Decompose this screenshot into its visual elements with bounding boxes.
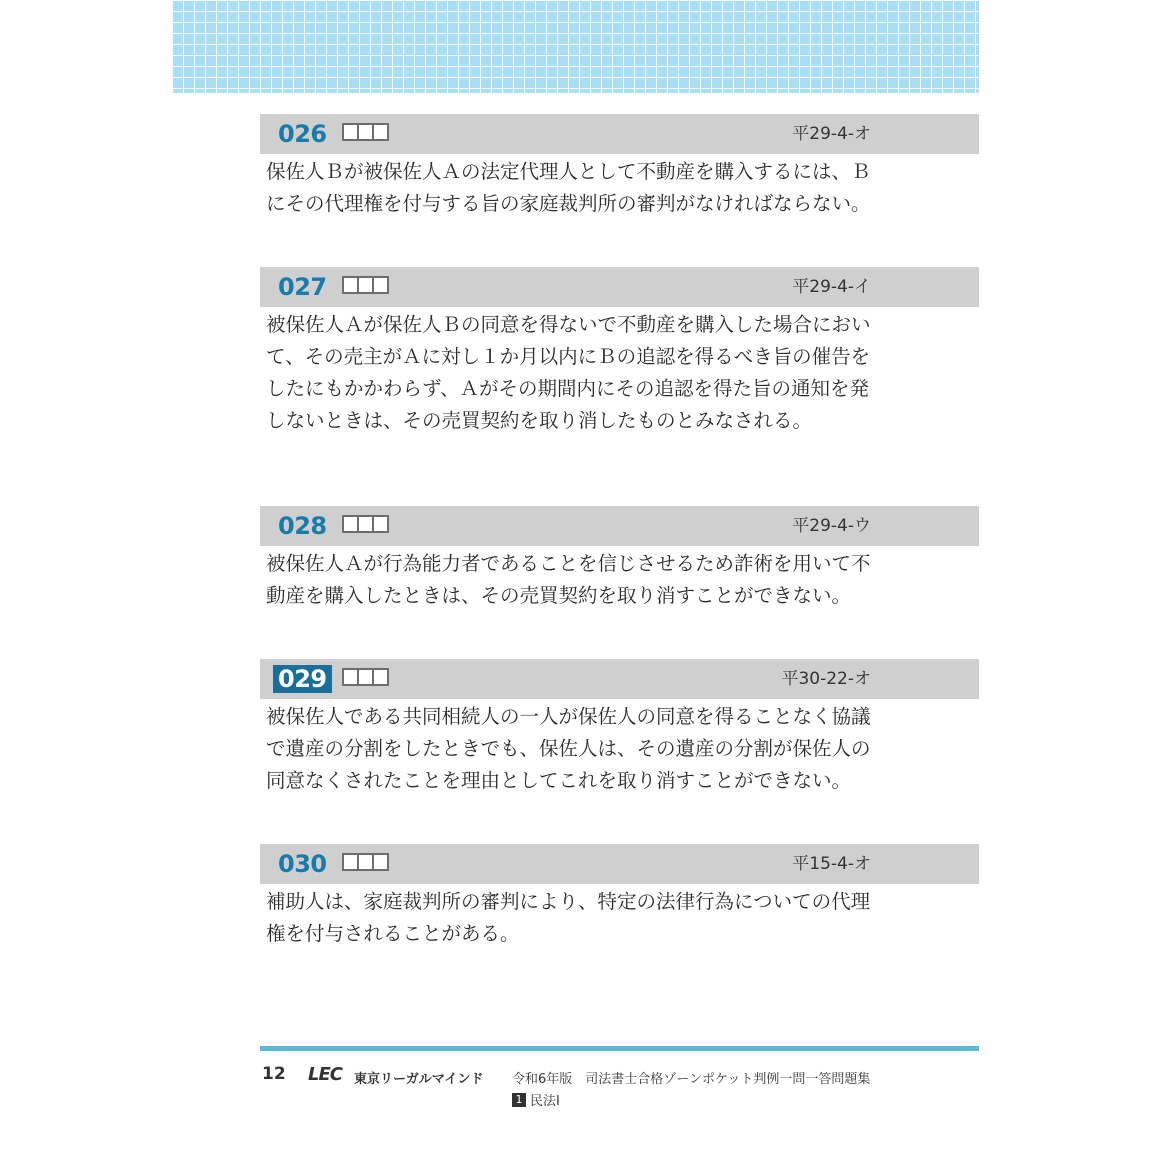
question-header	[260, 267, 979, 307]
grid-pattern-banner	[172, 0, 979, 93]
question-number-highlighted: 029	[273, 665, 332, 693]
exam-reference: 平15-4-オ	[792, 854, 871, 874]
question-030	[260, 844, 979, 950]
question-text: 被保佐人である共同相続人の一人が保佐人の同意を得ることなく協議で遺産の分割をしたときでも、保佐人は、その遺産の分割が保佐人の同意なくされたことを理由としてこれを取り消すことができない。	[266, 705, 871, 792]
review-checkboxes	[342, 123, 387, 141]
exam-reference: 平29-4-イ	[792, 277, 871, 297]
review-checkbox-3[interactable]	[372, 853, 389, 871]
question-number: 027	[278, 273, 327, 301]
review-checkbox-3[interactable]	[372, 668, 389, 686]
question-026	[260, 114, 979, 220]
lec-logo: LEC	[308, 1064, 342, 1085]
exam-reference: 平29-4-ウ	[792, 516, 871, 536]
question-header	[260, 659, 979, 699]
question-text: 被保佐人Ａが保佐人Ｂの同意を得ないで不動産を購入した場合において、その売主がＡに対し１か月以内にＢの追認を得るべき旨の催告をしたにもかかわらず、Ａがその期間内にその追認を得た旨の通知を発しないときは、その売買契約を取り消したものとみなされる。	[266, 313, 871, 432]
question-text: 補助人は、家庭裁判所の審判により、特定の法律行為についての代理権を付与されることがある。	[266, 890, 871, 945]
review-checkboxes	[342, 853, 387, 871]
question-027	[260, 267, 979, 437]
question-029	[260, 659, 979, 797]
volume-name: 民法Ⅰ	[530, 1094, 560, 1109]
exam-reference: 平30-22-オ	[781, 669, 871, 689]
question-header	[260, 114, 979, 154]
question-number: 028	[278, 512, 327, 540]
question-text: 被保佐人Ａが行為能力者であることを信じさせるため詐術を用いて不動産を購入したときは、その売買契約を取り消すことができない。	[266, 552, 871, 607]
volume-number-badge: 1	[512, 1093, 526, 1107]
exam-reference: 平29-4-オ	[792, 124, 871, 144]
page-footer	[262, 1064, 979, 1124]
review-checkbox-3[interactable]	[372, 276, 389, 294]
page-number: 12	[262, 1064, 286, 1084]
review-checkboxes	[342, 515, 387, 533]
question-number: 026	[278, 120, 327, 148]
question-text: 保佐人Ｂが被保佐人Ａの法定代理人として不動産を購入するには、Ｂにその代理権を付与する旨の家庭裁判所の審判がなければならない。	[266, 160, 871, 215]
review-checkboxes	[342, 668, 387, 686]
review-checkbox-3[interactable]	[372, 123, 389, 141]
volume-label	[512, 1090, 560, 1109]
publisher-name: 東京リーガルマインド	[354, 1072, 484, 1087]
review-checkbox-3[interactable]	[372, 515, 389, 533]
question-number: 030	[278, 850, 327, 878]
question-028	[260, 506, 979, 612]
footer-divider	[260, 1046, 979, 1051]
book-title: 令和6年版 司法書士合格ゾーンポケット判例一問一答問題集	[512, 1072, 871, 1087]
question-header	[260, 506, 979, 546]
question-header	[260, 844, 979, 884]
review-checkboxes	[342, 276, 387, 294]
